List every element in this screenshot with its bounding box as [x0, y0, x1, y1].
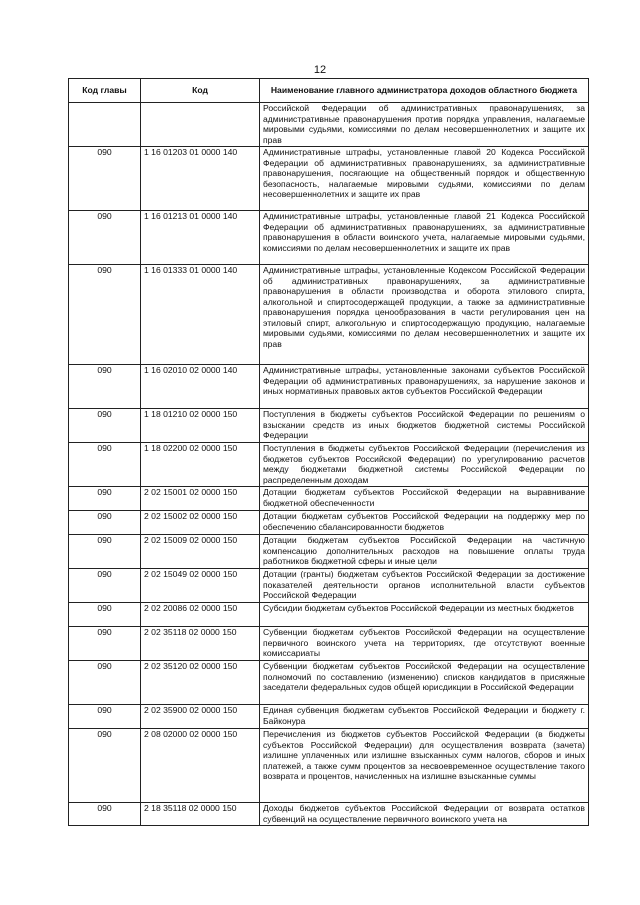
cell-description: Дотации бюджетам субъектов Российской Федерации на частичную компенсацию дополнительных расходов на повышение оплаты труда работников бюджетной сферы и иные цели	[260, 535, 589, 569]
table-row	[69, 211, 589, 265]
cell-code: 2 02 15049 02 0000 150	[141, 569, 260, 603]
cell-description: Дотации (гранты) бюджетам субъектов Российской Федерации за достижение показателей деятельности органов исполнительной власти субъектов Российской Федерации	[260, 569, 589, 603]
cell-description: Субсидии бюджетам субъектов Российской Федерации из местных бюджетов	[260, 603, 589, 627]
cell-code: 2 08 02000 02 0000 150	[141, 729, 260, 803]
table-row	[69, 603, 589, 627]
table-row	[69, 365, 589, 409]
cell-description: Единая субвенция бюджетам субъектов Российской Федерации и бюджету г. Байконура	[260, 705, 589, 729]
cell-code: 2 02 15002 02 0000 150	[141, 511, 260, 535]
header-administrator-name: Наименование главного администратора доходов областного бюджета	[260, 79, 589, 103]
cell-chapter-code: 090	[69, 569, 141, 603]
page-number: 12	[313, 64, 327, 76]
cell-code: 2 02 15009 02 0000 150	[141, 535, 260, 569]
cell-chapter-code: 090	[69, 409, 141, 443]
cell-description: Российской Федерации об административных правонарушениях, за административные правонарушения против порядка управления, налагаемые мировыми судьями, комиссиями по делам несовершеннолетних и защите их прав	[260, 103, 589, 147]
cell-description: Поступления в бюджеты субъектов Российской Федерации (перечисления из бюджетов субъектов Российской Федерации) по урегулированию расчетов между бюджетами бюджетной системы Российской Федерации по распределенным доходам	[260, 443, 589, 487]
cell-description: Административные штрафы, установленные Кодексом Российской Федерации об административных правонарушениях, за административные правонарушения в области производства и оборота этилового спирта, алкогольной и спиртосодержащей продукции, а также за административные правонарушения порядка ценообразования в части регулирования цен на этиловый спирт, алкогольную и спиртосодержащую продукцию, налагаемые мировыми судьями, комиссиями по делам несовершеннолетних и защите их прав	[260, 265, 589, 365]
cell-description: Доходы бюджетов субъектов Российской Федерации от возврата остатков субвенций на осуществление первичного воинского учета на	[260, 803, 589, 826]
cell-description: Дотации бюджетам субъектов Российской Федерации на выравнивание бюджетной обеспеченности	[260, 487, 589, 511]
cell-chapter-code: 090	[69, 265, 141, 365]
cell-chapter-code: 090	[69, 603, 141, 627]
cell-chapter-code: 090	[69, 211, 141, 265]
header-chapter-code: Код главы	[69, 79, 141, 103]
table-row	[69, 265, 589, 365]
table-row	[69, 103, 589, 147]
cell-chapter-code: 090	[69, 487, 141, 511]
cell-description: Субвенции бюджетам субъектов Российской Федерации на осуществление первичного воинского учета на территориях, где отсутствуют военные комиссариаты	[260, 627, 589, 661]
table-row	[69, 487, 589, 511]
table-row	[69, 535, 589, 569]
cell-code: 2 02 20086 02 0000 150	[141, 603, 260, 627]
cell-description: Административные штрафы, установленные главой 21 Кодекса Российской Федерации об административных правонарушениях, за административные правонарушения в области воинского учета, налагаемые мировыми судьями, комиссиями по делам несовершеннолетних и защите их прав	[260, 211, 589, 265]
cell-code: 1 18 01210 02 0000 150	[141, 409, 260, 443]
cell-chapter-code: 090	[69, 705, 141, 729]
table-row	[69, 147, 589, 211]
cell-description: Административные штрафы, установленные главой 20 Кодекса Российской Федерации об административных правонарушениях, за административные правонарушения, посягающие на общественный порядок и общественную безопасность, налагаемые мировыми судьями, комиссиями по делам несовершеннолетних и защите их прав	[260, 147, 589, 211]
table-header-row	[69, 79, 589, 103]
cell-chapter-code: 090	[69, 365, 141, 409]
cell-code: 2 02 35900 02 0000 150	[141, 705, 260, 729]
cell-code: 1 16 01213 01 0000 140	[141, 211, 260, 265]
cell-code: 2 02 35118 02 0000 150	[141, 627, 260, 661]
cell-chapter-code: 090	[69, 147, 141, 211]
cell-chapter-code: 090	[69, 511, 141, 535]
cell-code: 1 16 02010 02 0000 140	[141, 365, 260, 409]
table-row	[69, 627, 589, 661]
table-row	[69, 511, 589, 535]
cell-chapter-code: 090	[69, 803, 141, 826]
cell-chapter-code: 090	[69, 443, 141, 487]
revenue-administrators-table	[68, 78, 589, 826]
table-body	[69, 103, 589, 826]
cell-code: 1 16 01333 01 0000 140	[141, 265, 260, 365]
cell-code: 2 02 35120 02 0000 150	[141, 661, 260, 705]
table-row	[69, 569, 589, 603]
cell-description: Поступления в бюджеты субъектов Российской Федерации по решениям о взыскании средств из иных бюджетов бюджетной системы Российской Федерации	[260, 409, 589, 443]
cell-code: 1 18 02200 02 0000 150	[141, 443, 260, 487]
cell-description: Субвенции бюджетам субъектов Российской Федерации на осуществление полномочий по составлению (изменению) списков кандидатов в присяжные заседатели федеральных судов общей юрисдикции в Российской Федерации	[260, 661, 589, 705]
cell-code	[141, 103, 260, 147]
cell-code: 2 18 35118 02 0000 150	[141, 803, 260, 826]
cell-chapter-code: 090	[69, 627, 141, 661]
cell-code: 2 02 15001 02 0000 150	[141, 487, 260, 511]
cell-chapter-code: 090	[69, 661, 141, 705]
cell-description: Административные штрафы, установленные законами субъектов Российской Федерации об административных правонарушениях, за нарушение законов и иных нормативных правовых актов субъектов Российской Федерации	[260, 365, 589, 409]
cell-chapter-code: 090	[69, 535, 141, 569]
cell-description: Дотации бюджетам субъектов Российской Федерации на поддержку мер по обеспечению сбалансированности бюджетов	[260, 511, 589, 535]
table-row	[69, 803, 589, 826]
table-row	[69, 409, 589, 443]
cell-chapter-code: 090	[69, 729, 141, 803]
table-row	[69, 661, 589, 705]
header-code: Код	[141, 79, 260, 103]
cell-code: 1 16 01203 01 0000 140	[141, 147, 260, 211]
table-row	[69, 729, 589, 803]
table-row	[69, 443, 589, 487]
cell-chapter-code	[69, 103, 141, 147]
table-row	[69, 705, 589, 729]
cell-description: Перечисления из бюджетов субъектов Российской Федерации (в бюджеты субъектов Российской Федерации) для осуществления возврата (зачета) излишне уплаченных или излишне взысканных сумм налогов, сборов и иных платежей, а также сумм процентов за несвоевременное осуществление такого возврата и процентов, начисленных на излишне взысканные суммы	[260, 729, 589, 803]
